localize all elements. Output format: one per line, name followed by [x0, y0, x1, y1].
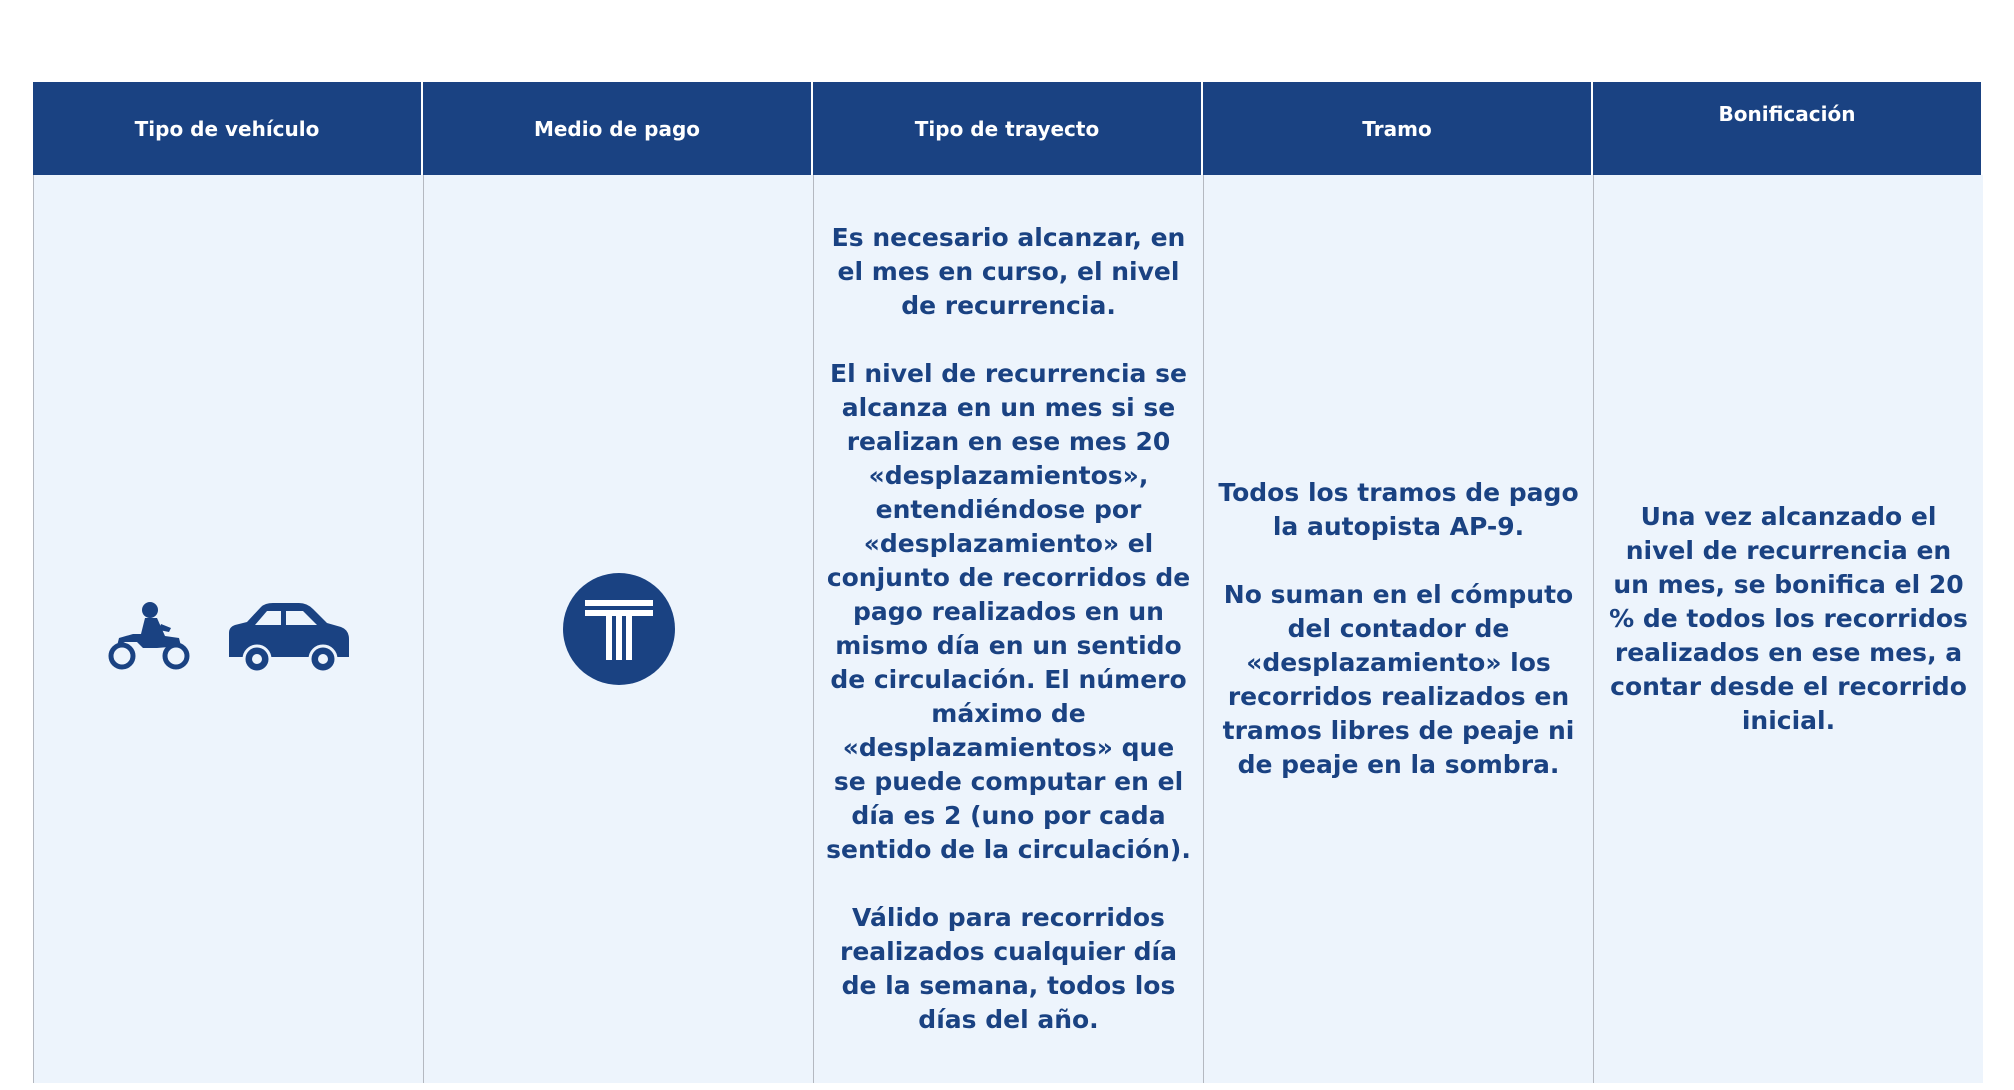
header-tipo-vehiculo: Tipo de vehículo: [33, 82, 423, 175]
cell-medio-pago: [423, 175, 813, 1083]
tramo-text: Todos los tramos de pago la autopista AP-9. No suman en el cómputo del contador de «desplazamiento» los recorridos realizados en tramos libres de peaje ni de peaje en la sombra.: [1218, 478, 1579, 779]
header-tipo-trayecto: Tipo de trayecto: [813, 82, 1203, 175]
teletac-logo-icon: [563, 573, 675, 685]
header-medio-pago: Medio de pago: [423, 82, 813, 175]
header-tramo: Tramo: [1203, 82, 1593, 175]
header-bonificacion: Bonificación: [1593, 82, 1983, 175]
cell-tipo-vehiculo: [33, 175, 423, 1083]
tipo-trayecto-text: Es necesario alcanzar, en el mes en curso, el nivel de recurrencia. El nivel de recurrencia se alcanza en un mes si se realizan en ese mes 20 «desplazamientos», entendiéndose por «desplazamiento» el conjunto de recorridos de pago realizados en un mismo día en un sentido de circulación. El número máximo de «desplazamientos» que se puede computar en el día es 2 (uno por cada sentido de la circulación). Válido para recorridos realizados cualquier día de la semana, todos los días del año.: [826, 223, 1191, 1034]
motorcycle-icon: [107, 602, 191, 670]
cell-bonificacion: [1593, 175, 1983, 1083]
cell-tipo-trayecto: [813, 175, 1203, 1083]
bonificacion-text: Una vez alcanzado el nivel de recurrencia en un mes, se bonifica el 20 % de todos los recorridos realizados en ese mes, a contar desde el recorrido inicial.: [1609, 502, 1968, 735]
vehicle-icons: [107, 599, 351, 673]
cell-tramo: [1203, 175, 1593, 1083]
bonus-table: [33, 82, 1983, 1083]
car-icon: [227, 599, 351, 673]
